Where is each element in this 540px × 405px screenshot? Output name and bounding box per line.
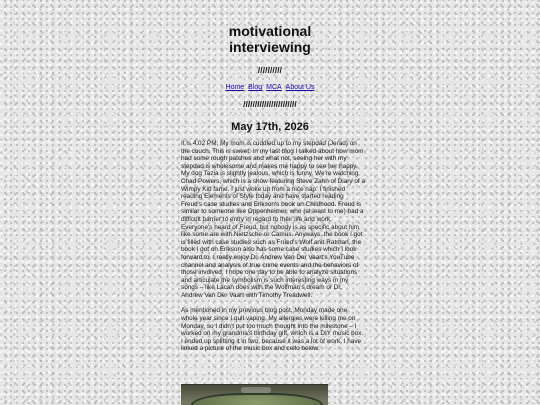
nav-blog-link[interactable]: Blog xyxy=(248,84,263,91)
music-box-photo xyxy=(181,384,328,405)
site-title-line1: motivational xyxy=(228,23,312,39)
divider-long: /////////////////////// xyxy=(243,100,297,109)
post-paragraph-1: It is 4:02 PM; My mom is cuddled up to my stepdad (Jerad) on the couch. This is sweet. In my last blog I talked about how mom had some rough patches and what not, seeing her with my stepdad is wholesome and makes me happy to see her happy. My dog Tazia is slightly jealous, which is funny. We're watching Chad Powers, which is a show featuring Steve Zahn of Diary of a Wimpy Kid fame. I just woke up from a nice nap. I finished reading Elements of Style today and have started reading Freud's case studies and Erikson's book on Childhood. Freud is similar to someone like Oppenheimer, who (at least to me) had a difficult barrier to entry in regard to their life and work. Everyone's heard of Freud, but nobody is as specific about him like some are with Nietzsche or Camus. Anyways, the book I got is filled with case studies such as Frued's Wolf and Ratman, the book I got on Erikson also has some case studies which I look forward to. I really enjoy Dr. Andrew Van Der Vaart's YouTube channel and analysis of true crime events and the behaviors of those involved. I hope one day to be able to analyze situations and articulate the symbolism is such interesting ways in my songs – like Lacan does with the Wolfman's dream or Dr. Andrew Van Der Vaart with Timothy Treadwell. xyxy=(181,140,365,299)
nav-home-link[interactable]: Home xyxy=(225,84,245,91)
post-body xyxy=(181,140,365,361)
post-paragraph-2: As mentioned in my previous blog post, Monday made one whole year since I quit vaping. My allergies were killing me on Monday, so I didn't put too much thought into the milestone – I worked on my grandma's birthday gift, which is a DIY music box. I ended up splitting it in two, because it was a lot of work. I have linked a picture of the music box and cello below: xyxy=(181,307,364,353)
music-box-rim xyxy=(191,393,323,405)
main-nav xyxy=(0,84,540,91)
divider-short: ////////// xyxy=(257,66,283,75)
site-title-line2: interviewing xyxy=(229,39,311,55)
nav-about-link[interactable]: About Us xyxy=(285,84,315,91)
nav-mca-link[interactable]: MCA xyxy=(266,84,282,91)
site-title xyxy=(0,23,540,55)
post-date: May 17th, 2026 xyxy=(231,121,309,133)
